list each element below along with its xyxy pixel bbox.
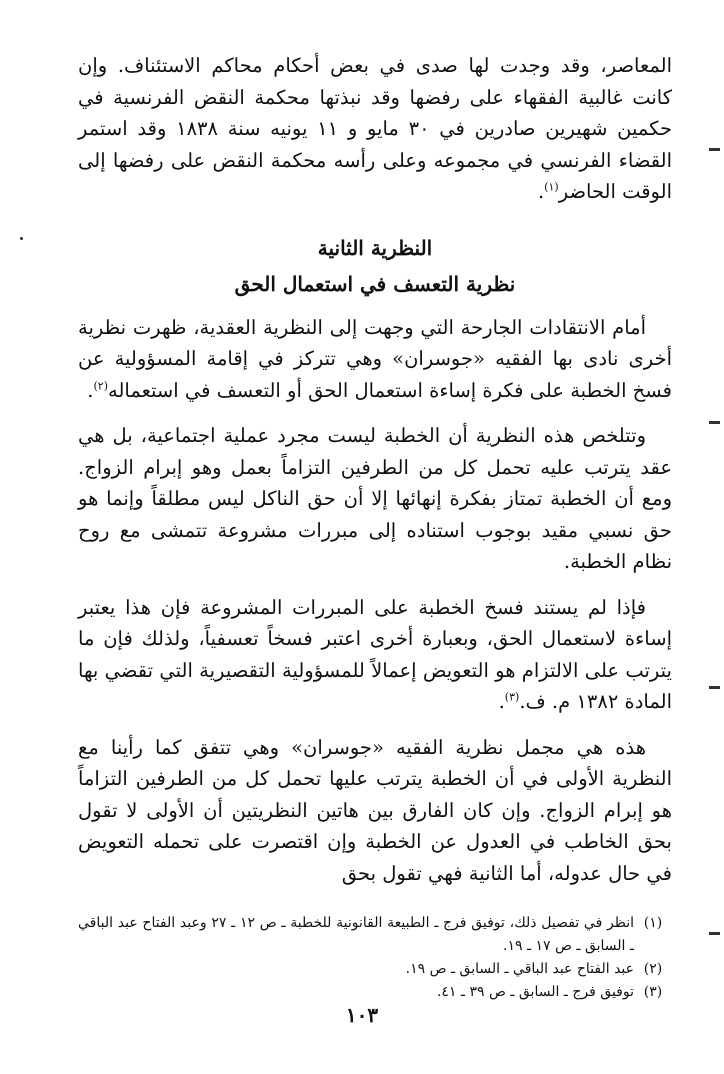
paragraph-text: أمام الانتقادات الجارحة التي وجهت إلى النظرية العقدية، ظهرت نظرية أخرى نادى بها الفقيه «جوسران» وهي تتركز في إقامة المسؤولية عن فسخ الخطبة على فكرة إساءة استعمال الحق أو التعسف في استعماله: [78, 315, 672, 402]
footnote-text: انظر في تفصيل ذلك، توفيق فرج ـ الطبيعة القانونية للخطبة ـ ص ١٢ ـ ٢٧ وعبد الفتاح عبد الباقي ـ السابق ـ ص ١٧ ـ ١٩.: [78, 915, 634, 954]
scan-edge-mark: [709, 932, 720, 935]
paragraph-text: وتتلخص هذه النظرية أن الخطبة ليست مجرد عملية اجتماعية، بل هي عقد يترتب عليه تحمل كل من الطرفين التزاماً بعمل وهو إبرام الزواج. ومع أن الخطبة تمتاز بفكرة إنهائها إلا أن حق الناكل ليس مطلقاً وإنما هو حق نسبي مقيد بوجوب استناده إلى مبررات مشروعة تتمشى مع روح نظام الخطبة.: [78, 424, 672, 573]
paragraph-text: فإذا لم يستند فسخ الخطبة على المبررات المشروعة فإن هذا يعتبر إساءة لاستعمال الحق، وبعبارة أخرى اعتبر فسخاً تعسفياً، ولذلك فإن ما يترتب على الالتزام هو التعويض إعمالاً للمسؤولية التقصيرية التي تقضي بها المادة ١٣٨٢ م. ف.: [78, 595, 672, 713]
paragraph-tail: .: [498, 690, 505, 713]
footnote-ref[interactable]: (١): [544, 180, 559, 194]
scan-edge-mark: [709, 421, 720, 424]
footnote-number: (٢): [643, 961, 663, 977]
footnote-text: توفيق فرج ـ السابق ـ ص ٣٩ ـ ٤١.: [436, 984, 634, 1000]
section-subtitle: نظرية التعسف في استعمال الحق: [234, 271, 516, 296]
section-title: النظرية الثانية: [317, 235, 433, 260]
footnote-item: [78, 981, 672, 1004]
footnote-item: [78, 912, 672, 958]
paragraph-1: [78, 312, 672, 407]
footnote-number: (١): [643, 915, 663, 931]
scan-dust-dot: [20, 237, 23, 240]
paragraph-3: [78, 592, 672, 718]
footnote-text: عبد الفتاح عبد الباقي ـ السابق ـ ص ١٩.: [405, 961, 634, 977]
paragraph-text: هذه هي مجمل نظرية الفقيه «جوسران» وهي تتفق كما رأينا مع النظرية الأولى في أن الخطبة يترتب عليها تحمل كل من الطرفين التزاماً هو إبرام الزواج. وإن كان الفارق بين هاتين النظريتين أن الأولى لا تقول بحق الخاطب في العدول عن الخطبة وإن اقتصرت على تحمله التعويض في حال عدوله، أما الثانية فهي تقول بحق: [78, 735, 672, 885]
footnote-divider: [78, 903, 672, 904]
footnote-ref[interactable]: (٢): [93, 379, 108, 392]
footnote-number: (٣): [643, 984, 663, 1000]
scan-edge-mark: [709, 686, 720, 689]
footnote-item: [78, 958, 672, 981]
page-number: ١٠٣: [345, 1003, 379, 1027]
footnote-ref[interactable]: (٣): [504, 690, 520, 704]
paragraph-4: [78, 732, 672, 890]
scan-edge-mark: [709, 148, 720, 151]
paragraph-tail: .: [537, 180, 545, 203]
footnotes: [78, 912, 672, 1004]
paragraph-2: [78, 420, 672, 578]
paragraph-text: المعاصر، وقد وجدت لها صدى في بعض أحكام محاكم الاستئناف. وإن كانت غالبية الفقهاء على رفضها وقد نبذتها محكمة النقض الفرنسية في حكمين شهيرين صادرين في ٣٠ مايو و ١١ يونيه سنة ١٨٣٨ وقد استمر القضاء الفرنسي في مجموعه وعلى رأسه محكمة النقض على رفضها إلى الوقت الحاضر: [78, 54, 672, 203]
page-body: [78, 50, 672, 1004]
paragraph-continuation: [78, 50, 672, 208]
paragraph-tail: .: [87, 378, 94, 402]
